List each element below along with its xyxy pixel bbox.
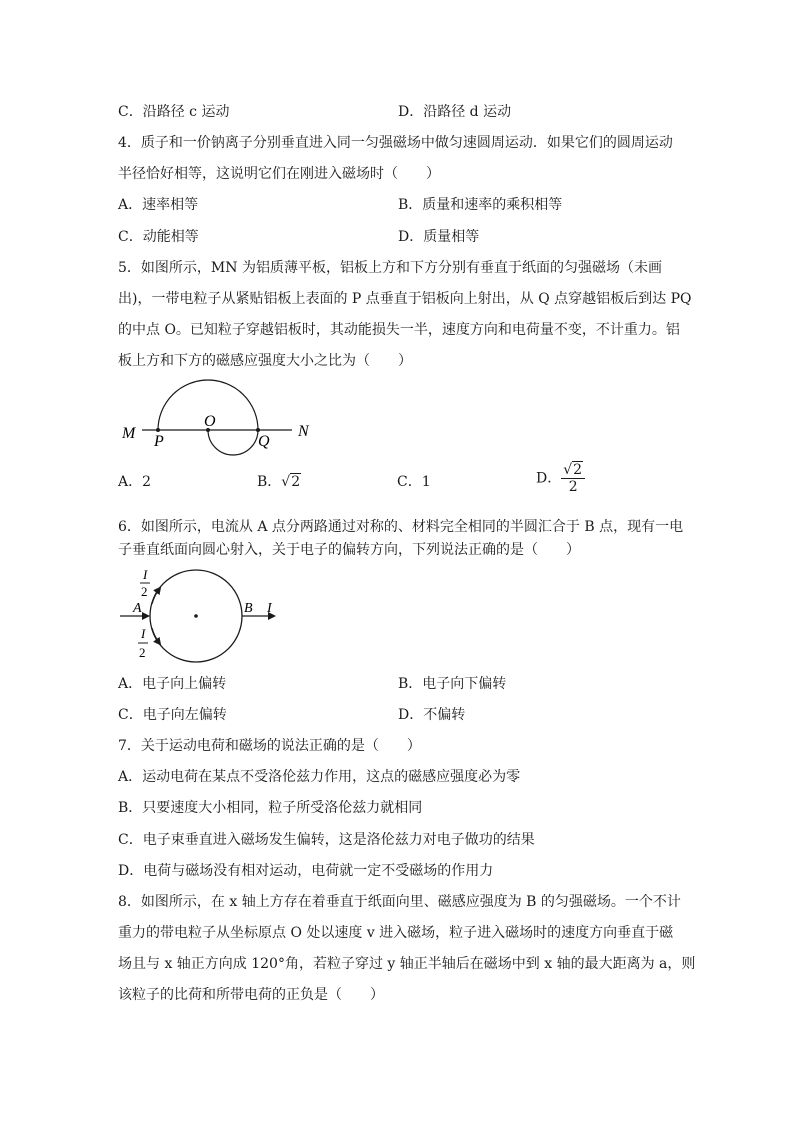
label-i-bottom-denominator: 2 <box>139 645 146 660</box>
q5-option-b-prefix: B． <box>257 474 282 490</box>
q7-stem: 7．关于运动电荷和磁场的说法正确的是（ ） <box>118 738 421 754</box>
label-o: O <box>204 413 216 430</box>
q4-option-a: A．速率相等 <box>118 197 199 213</box>
q5-option-d-numerator <box>561 462 585 479</box>
q4-option-b: B．质量和速率的乘积相等 <box>398 197 563 213</box>
q6-option-b: B．电子向下偏转 <box>398 676 507 692</box>
label-i-bottom-numerator: I <box>141 626 146 641</box>
q7-option-a: A．运动电荷在某点不受洛伦兹力作用，这点的磁感应强度必为零 <box>118 769 521 785</box>
q6-figure <box>112 564 282 668</box>
q8-stem-line1: 8．如图所示，在 x 轴上方存在着垂直于纸面向里、磁感应强度为 B 的匀强磁场。一个不计 <box>118 894 681 910</box>
q4-stem-line1: 4．质子和一价钠离子分别垂直进入同一匀强磁场中做匀速圆周运动．如果它们的圆周运动 <box>118 135 673 151</box>
q6-option-a: A．电子向上偏转 <box>118 676 227 692</box>
label-q: Q <box>258 433 270 450</box>
label-i-top-numerator: I <box>143 567 148 582</box>
label-i-out: I <box>267 601 272 616</box>
sqrt-symbol: √2 <box>563 462 583 478</box>
center-dot <box>194 614 198 618</box>
q3-option-d: D．沿路径 d 运动 <box>398 104 512 120</box>
q5-option-a: A．2 <box>118 474 152 490</box>
q5-option-d-fraction <box>561 462 585 495</box>
label-n: N <box>298 423 309 440</box>
label-i-top-denominator: 2 <box>141 584 148 599</box>
label-p: P <box>154 433 164 450</box>
q3-option-c: C．沿路径 c 运动 <box>118 104 230 120</box>
q5-figure <box>112 372 322 462</box>
q4-option-d: D．质量相等 <box>398 229 480 245</box>
q6-stem-line1: 6．如图所示，电流从 A 点分两路通过对称的、材料完全相同的半圆汇合于 B 点，现有一电 <box>118 519 684 535</box>
q8-stem-line3: 场且与 x 轴正方向成 120°角，若粒子穿过 y 轴正半轴后在磁场中到 x 轴的最大距离为 a，则 <box>118 956 696 972</box>
upper-current-arrow <box>152 588 160 604</box>
q8-stem-line2: 重力的带电粒子从坐标原点 O 处以速度 v 进入磁场，粒子进入磁场时的速度方向垂直于磁 <box>118 925 674 941</box>
q6-stem-line2: 子垂直纸面向圆心射入，关于电子的偏转方向，下列说法正确的是（ ） <box>118 542 580 558</box>
q5-option-b-radicand: 2 <box>291 474 301 490</box>
point-p-dot <box>156 428 160 432</box>
q5-stem-line3: 的中点 O。已知粒子穿越铝板时，其动能损失一半，速度方向和电荷量不变，不计重力。铝 <box>118 322 680 338</box>
q6-option-c: C．电子向左偏转 <box>118 707 227 723</box>
q5-stem-line4: 板上方和下方的磁感应强度大小之比为（ ） <box>118 353 412 369</box>
q5-option-c: C．1 <box>397 474 431 490</box>
label-a: A <box>133 601 142 616</box>
q5-stem-line1: 5．如图所示，MN 为铝质薄平板，铝板上方和下方分别有垂直于纸面的匀强磁场（未画 <box>118 260 662 276</box>
q7-option-c: C．电子束垂直进入磁场发生偏转，这是洛伦兹力对电子做功的结果 <box>118 832 535 848</box>
q4-option-c: C．动能相等 <box>118 229 199 245</box>
lower-current-arrow <box>152 628 160 644</box>
label-m: M <box>122 425 136 442</box>
q6-option-d: D．不偏转 <box>398 707 466 723</box>
lower-semicircle-path <box>208 430 258 455</box>
sqrt-symbol: √2 <box>281 474 301 490</box>
q5-option-b <box>257 472 301 492</box>
q7-option-d: D．电荷与磁场没有相对运动，电荷就一定不受磁场的作用力 <box>118 863 494 879</box>
q5-option-d-denominator: 2 <box>568 479 578 495</box>
q5-option-d-prefix: D． <box>536 470 562 487</box>
q4-stem-line2: 半径恰好相等，这说明它们在刚进入磁场时（ ） <box>118 166 440 182</box>
q8-stem-line4: 该粒子的比荷和所带电荷的正负是（ ） <box>118 987 384 1003</box>
label-b: B <box>244 601 253 616</box>
point-q-dot <box>256 428 260 432</box>
q5-stem-line2: 出)，一带电粒子从紧贴铝板上表面的 P 点垂直于铝板向上射出，从 Q 点穿越铝板后到达 PQ <box>118 291 692 307</box>
q7-option-b: B．只要速度大小相同，粒子所受洛伦兹力就相同 <box>118 800 423 816</box>
q5-option-d <box>536 462 585 495</box>
